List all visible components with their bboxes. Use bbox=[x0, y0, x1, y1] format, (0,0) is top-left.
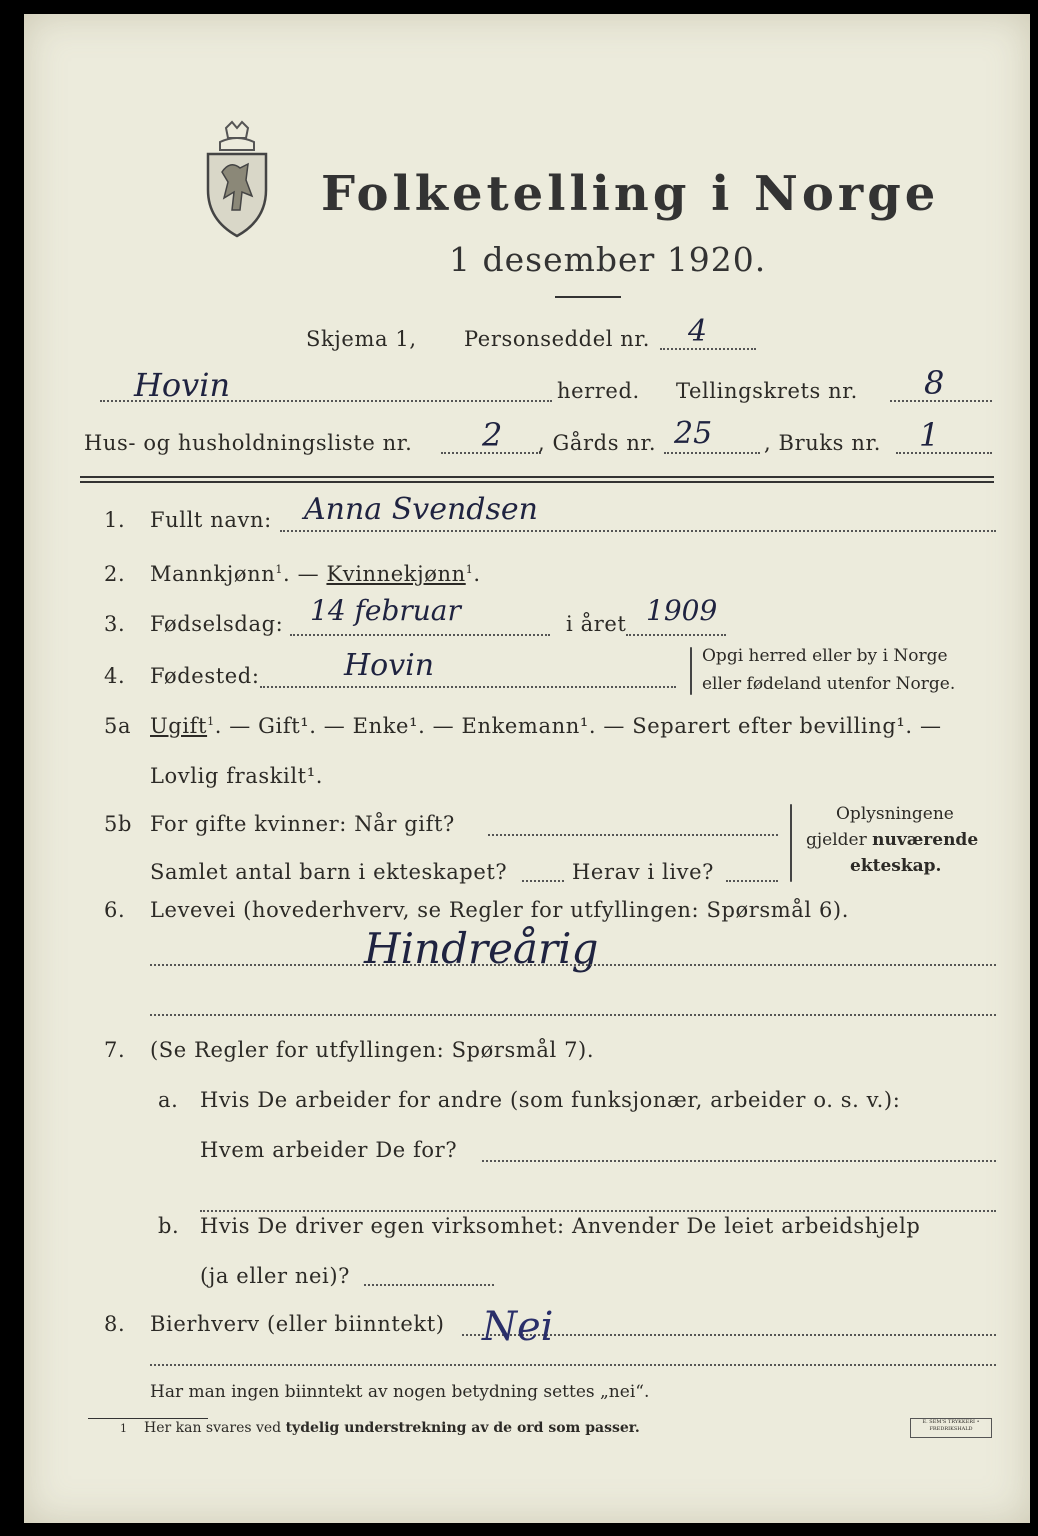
herred-line bbox=[100, 400, 552, 402]
form-title: Folketelling i Norge bbox=[321, 166, 940, 222]
q4-label: Fødested: bbox=[150, 664, 260, 688]
q7b-line bbox=[364, 1284, 494, 1286]
q5b-married-line bbox=[488, 834, 778, 836]
q3-day-value: 14 februar bbox=[310, 594, 461, 627]
footnote-mark: 1 bbox=[120, 1422, 127, 1435]
q8-value: Nei bbox=[482, 1304, 554, 1350]
q5a-line2: Lovlig fraskilt¹. bbox=[150, 764, 324, 788]
q5b-alive-line bbox=[726, 880, 778, 882]
q7a-letter: a. bbox=[158, 1088, 179, 1112]
q5a-number: 5a bbox=[104, 714, 132, 738]
header-double-rule-top bbox=[80, 476, 994, 478]
q8-line-2 bbox=[150, 1364, 996, 1366]
q5b-label-3: Herav i live? bbox=[572, 860, 715, 884]
q4-line bbox=[260, 686, 676, 688]
footnote-rule bbox=[88, 1418, 208, 1419]
q7b-sub: (ja eller nei)? bbox=[200, 1264, 351, 1288]
q5b-note-2: gjelder nuværende bbox=[806, 830, 979, 850]
q1-value: Anna Svendsen bbox=[304, 492, 538, 527]
q6-value: Hindreårig bbox=[364, 924, 599, 973]
tellingskrets-label: Tellingskrets nr. bbox=[676, 379, 858, 403]
q7b-text: Hvis De driver egen virksomhet: Anvender De leiet arbeidshjelp bbox=[200, 1214, 921, 1238]
q5b-note-3: ekteskap. bbox=[850, 856, 942, 876]
q2-male: Mannkjønn bbox=[150, 562, 276, 586]
q6-label: Levevei (hovederhverv, se Regler for utfyllingen: Spørsmål 6). bbox=[150, 898, 849, 922]
q7a-line-1 bbox=[482, 1160, 996, 1162]
q8-number: 8. bbox=[104, 1312, 126, 1336]
q5a-options: Ugift$^1$. — Gift¹. — Enke¹. — Enkemann¹. — Separert efter bevilling¹. — bbox=[150, 714, 942, 738]
q3-label: Fødselsdag: bbox=[150, 612, 284, 636]
q8-label: Bierhverv (eller biinntekt) bbox=[150, 1312, 445, 1336]
footnote-text: Her kan svares ved tydelig understrekning av de ord som passer. bbox=[144, 1420, 640, 1436]
personseddel-value: 4 bbox=[688, 314, 708, 349]
q2-female: Kvinnekjønn bbox=[326, 562, 466, 586]
q1-line bbox=[280, 530, 996, 532]
herred-value: Hovin bbox=[134, 366, 231, 404]
q5b-number: 5b bbox=[104, 812, 133, 836]
q2-options: Mannkjønn$^1$. — Kvinnekjønn$^1$. bbox=[150, 562, 481, 586]
q2-number: 2. bbox=[104, 562, 126, 586]
title-rule bbox=[555, 296, 621, 298]
coat-of-arms-icon bbox=[196, 120, 278, 240]
q7-label: (Se Regler for utfyllingen: Spørsmål 7). bbox=[150, 1038, 595, 1062]
q5b-brace bbox=[790, 804, 792, 882]
header-double-rule-bottom bbox=[80, 481, 994, 483]
gards-value: 25 bbox=[674, 416, 713, 451]
bruks-value: 1 bbox=[919, 416, 940, 454]
bruks-label: , Bruks nr. bbox=[764, 431, 882, 455]
q4-value: Hovin bbox=[344, 648, 435, 683]
q5b-label-2: Samlet antal barn i ekteskapet? bbox=[150, 860, 508, 884]
q7a-text: Hvis De arbeider for andre (som funksjonær, arbeider o. s. v.): bbox=[200, 1088, 901, 1112]
q4-brace bbox=[690, 647, 692, 695]
q4-note-2: eller fødeland utenfor Norge. bbox=[702, 674, 956, 694]
q6-line-1 bbox=[150, 964, 996, 966]
q4-number: 4. bbox=[104, 664, 126, 688]
husliste-value: 2 bbox=[482, 416, 503, 454]
q5a-ugift: Ugift bbox=[150, 714, 208, 738]
tellingskrets-value: 8 bbox=[924, 364, 945, 402]
q3-year-label: i året bbox=[566, 612, 627, 636]
q3-day-line bbox=[290, 634, 550, 636]
husliste-label: Hus- og husholdningsliste nr. bbox=[84, 431, 413, 455]
q5b-note-1: Oplysningene bbox=[836, 804, 954, 824]
herred-label: herred. bbox=[557, 379, 640, 403]
nei-instruction: Har man ingen biinntekt av nogen betydning settes „nei“. bbox=[150, 1382, 650, 1402]
q6-line-2 bbox=[150, 1014, 996, 1016]
q3-year-value: 1909 bbox=[646, 594, 718, 627]
q7-number: 7. bbox=[104, 1038, 126, 1062]
census-form bbox=[24, 14, 1030, 1523]
q3-year-line bbox=[626, 634, 726, 636]
skjema-label: Skjema 1, bbox=[306, 327, 417, 351]
q7b-letter: b. bbox=[158, 1214, 180, 1238]
q1-number: 1. bbox=[104, 508, 126, 532]
printer-stamp: E. SEM'S TRYKKERI • FREDRIKSHALD bbox=[910, 1418, 992, 1438]
personseddel-line bbox=[660, 348, 756, 350]
gards-line bbox=[664, 452, 760, 454]
q7a-sub: Hvem arbeider De for? bbox=[200, 1138, 458, 1162]
q5a-other-options: — Gift¹. — Enke¹. — Enkemann¹. — Separert efter bevilling¹. — bbox=[229, 714, 942, 738]
q6-number: 6. bbox=[104, 898, 126, 922]
gards-label: , Gårds nr. bbox=[538, 431, 657, 455]
q5b-label-1: For gifte kvinner: Når gift? bbox=[150, 812, 455, 836]
personseddel-label: Personseddel nr. bbox=[464, 327, 651, 351]
bruks-line bbox=[896, 452, 992, 454]
q7a-line-2 bbox=[200, 1210, 996, 1212]
q3-number: 3. bbox=[104, 612, 126, 636]
q1-label: Fullt navn: bbox=[150, 508, 272, 532]
q4-note-1: Opgi herred eller by i Norge bbox=[702, 646, 948, 666]
census-date: 1 desember 1920. bbox=[449, 240, 767, 279]
q5b-children-line bbox=[522, 880, 564, 882]
